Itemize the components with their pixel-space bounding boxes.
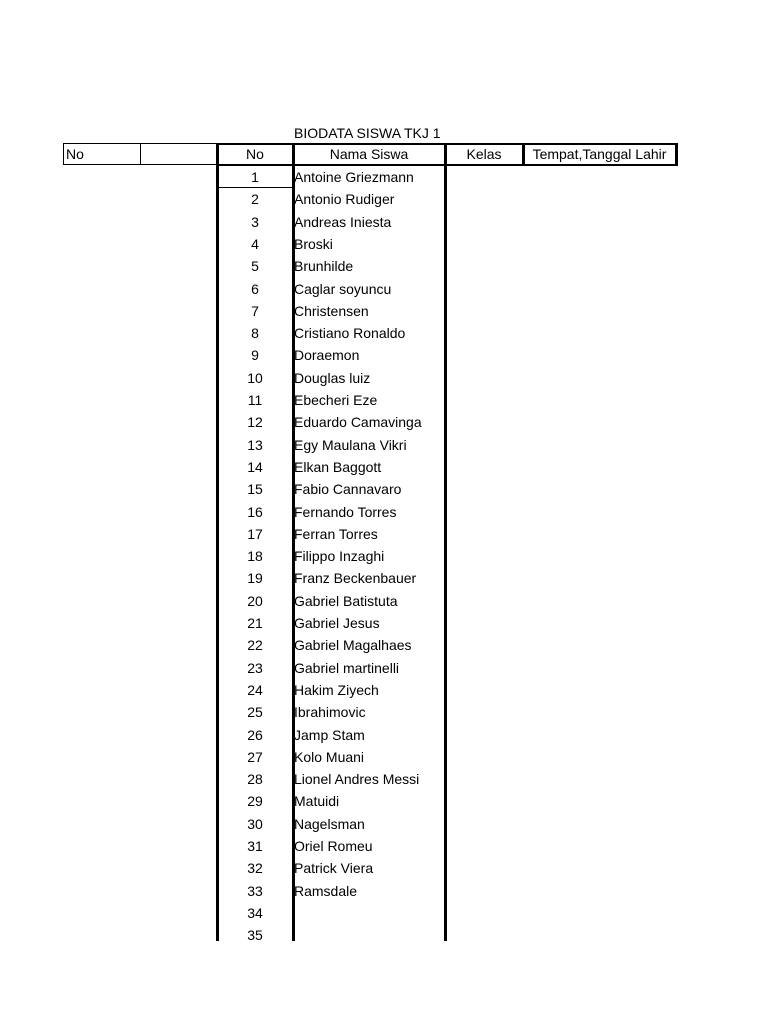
- student-name: Egy Maulana Vikri: [294, 437, 407, 453]
- student-name: Caglar soyuncu: [294, 281, 392, 297]
- row-number: 29: [247, 793, 263, 809]
- row-number: 8: [251, 325, 259, 341]
- student-name: Kolo Muani: [294, 749, 365, 765]
- student-name: Douglas luiz: [294, 370, 371, 386]
- student-name: Oriel Romeu: [294, 838, 373, 854]
- row-number: 30: [247, 816, 263, 832]
- row-number: 26: [247, 727, 263, 743]
- row-number: 34: [247, 905, 263, 921]
- header-border: [292, 143, 295, 166]
- student-name: Matuidi: [294, 793, 340, 809]
- row-number: 21: [247, 615, 263, 631]
- row-number: 15: [247, 481, 263, 497]
- student-name: Franz Beckenbauer: [294, 570, 417, 586]
- row-number: 4: [251, 236, 259, 252]
- row-number: 20: [247, 593, 263, 609]
- header-tempat-tanggal-lahir: Tempat,Tanggal Lahir: [522, 143, 677, 166]
- row-number: 9: [251, 347, 259, 363]
- student-name: Ramsdale: [294, 883, 358, 899]
- student-name: Jamp Stam: [294, 727, 365, 743]
- row-number: 6: [251, 281, 259, 297]
- student-name: Gabriel Batistuta: [294, 593, 398, 609]
- row-number: 32: [247, 860, 263, 876]
- row-number: 13: [247, 437, 263, 453]
- row-number: 16: [247, 504, 263, 520]
- left-empty-header: [140, 143, 217, 165]
- header-border: [675, 143, 678, 166]
- row-number: 2: [251, 191, 259, 207]
- header-no: No: [216, 143, 294, 166]
- row-number: 7: [251, 303, 259, 319]
- row-number: 1: [251, 169, 259, 185]
- row-number: 31: [247, 838, 263, 854]
- student-name: Antonio Rudiger: [294, 191, 395, 207]
- row-number: 14: [247, 459, 263, 475]
- sheet-title: BIODATA SISWA TKJ 1: [294, 125, 441, 141]
- student-name: Fabio Cannavaro: [294, 481, 402, 497]
- student-name: Hakim Ziyech: [294, 682, 379, 698]
- student-name: Christensen: [294, 303, 369, 319]
- student-name: [294, 902, 444, 924]
- student-name: Broski: [294, 236, 333, 252]
- row-number: 18: [247, 548, 263, 564]
- student-name: Ibrahimovic: [294, 704, 366, 720]
- column-border-nama: [444, 166, 447, 941]
- left-no-header: No: [63, 143, 141, 165]
- header-border: [216, 143, 219, 166]
- student-name: Eduardo Camavinga: [294, 414, 422, 430]
- header-border: [444, 143, 447, 166]
- student-name: Andreas Iniesta: [294, 214, 392, 230]
- row-number: 33: [247, 883, 263, 899]
- row-number: 10: [247, 370, 263, 386]
- student-name: Cristiano Ronaldo: [294, 325, 406, 341]
- student-name: Brunhilde: [294, 258, 354, 274]
- header-nama-siswa: Nama Siswa: [292, 143, 446, 166]
- row-number: 25: [247, 704, 263, 720]
- student-name: Nagelsman: [294, 816, 365, 832]
- row-number: 17: [247, 526, 263, 542]
- row-number: 3: [251, 214, 259, 230]
- student-name: Filippo Inzaghi: [294, 548, 385, 564]
- student-name: Gabriel martinelli: [294, 660, 400, 676]
- header-border: [522, 143, 525, 166]
- row-number: 23: [247, 660, 263, 676]
- row-number: 22: [247, 637, 263, 653]
- row-number: 24: [247, 682, 263, 698]
- header-kelas: Kelas: [444, 143, 524, 166]
- row-number: 5: [251, 258, 259, 274]
- student-name: Gabriel Magalhaes: [294, 637, 412, 653]
- row-number: 28: [247, 771, 263, 787]
- student-name: Ferran Torres: [294, 526, 378, 542]
- row-number: 27: [247, 749, 263, 765]
- student-name: Fernando Torres: [294, 504, 397, 520]
- student-name: [294, 924, 444, 946]
- row-number: 19: [247, 570, 263, 586]
- student-name: Elkan Baggott: [294, 459, 382, 475]
- row-number: 35: [247, 927, 263, 943]
- row-number: 12: [247, 414, 263, 430]
- student-name: Doraemon: [294, 347, 360, 363]
- student-name: Ebecheri Eze: [294, 392, 378, 408]
- student-name: Antoine Griezmann: [294, 169, 414, 185]
- student-name: Gabriel Jesus: [294, 615, 380, 631]
- row-number: 11: [247, 392, 263, 408]
- student-name: Lionel Andres Messi: [294, 771, 420, 787]
- student-name: Patrick Viera: [294, 860, 374, 876]
